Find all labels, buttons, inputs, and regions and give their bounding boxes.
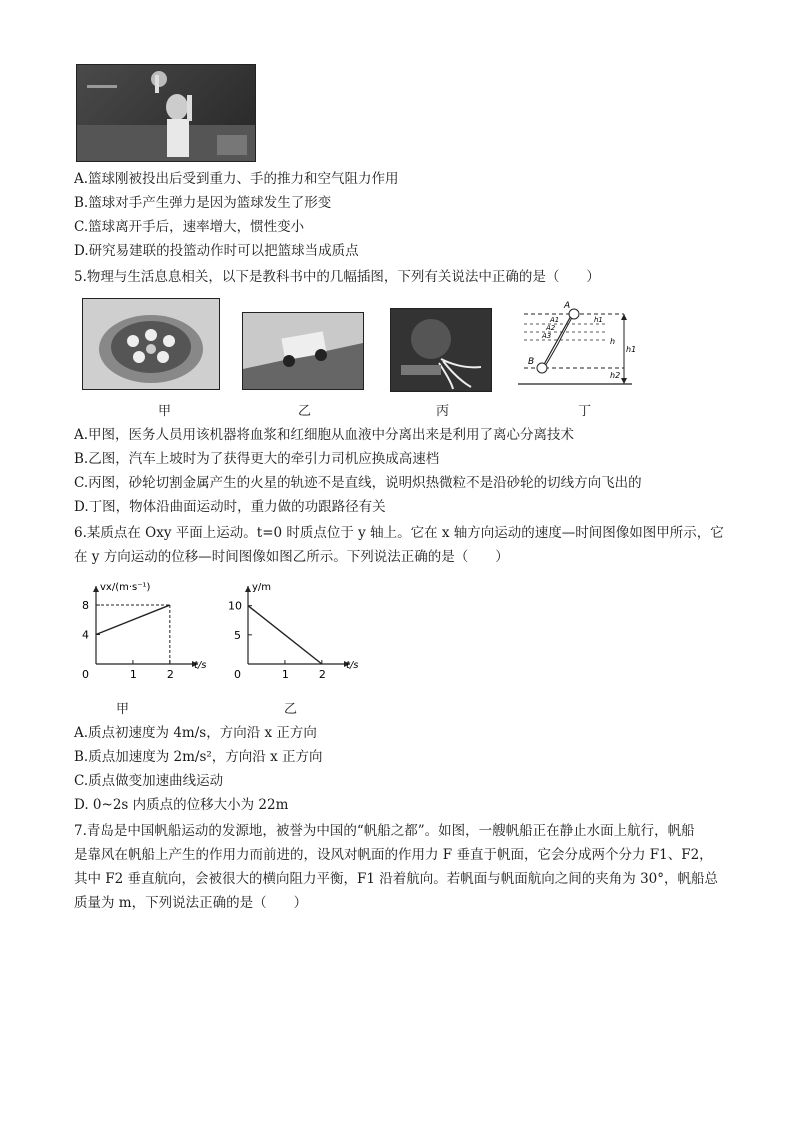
- basketball-photo: [76, 64, 256, 162]
- q6-option-b: B.质点加速度为 2m/s²，方向沿 x 正方向: [74, 749, 323, 765]
- label-a3: A3: [542, 332, 552, 340]
- origin-label: 0: [82, 668, 89, 681]
- x-tick-label: 2: [318, 668, 326, 681]
- y-axis-arrow-icon: [93, 586, 99, 592]
- q6-option-d: D. 0~2s 内质点的位移大小为 22m: [74, 797, 289, 813]
- q5-option-a: A.甲图，医务人员用该机器将血浆和红细胞从血液中分离出来是利用了离心分离技术: [74, 427, 575, 443]
- label-a: A: [564, 301, 571, 311]
- basketball-player-image: [77, 65, 255, 161]
- q6-caption-yi: 乙: [284, 702, 298, 717]
- label-h-upper: h1: [594, 316, 603, 324]
- q5-caption-bing: 丙: [436, 404, 450, 419]
- q4-option-c: C.篮球离开手后，速率增大，惯性变小: [74, 219, 305, 235]
- q6-option-a: A.质点初速度为 4m/s，方向沿 x 正方向: [74, 725, 317, 741]
- ball-a-icon: [569, 309, 579, 319]
- q5-option-c: C.丙图，砂轮切割金属产生的火星的轨迹不是直线，说明炽热微粒不是沿砂轮的切线方向飞出的: [74, 475, 642, 491]
- q7-line3: 其中 F2 垂直航向，会被很大的横向阻力平衡，F1 沿着航向。若帆面与帆面航向之间的夹角为 30°，帆船总: [74, 871, 719, 887]
- q5-option-b: B.乙图，汽车上坡时为了获得更大的牵引力司机应换成高速档: [74, 451, 440, 467]
- q4-option-d: D.研究易建联的投篮动作时可以把篮球当成质点: [74, 243, 359, 259]
- q6-caption-jia: 甲: [116, 702, 130, 717]
- label-b: B: [528, 357, 535, 367]
- data-line: [96, 605, 170, 634]
- q5-caption-jia: 甲: [158, 404, 172, 419]
- q5-figure-jia: [82, 298, 220, 390]
- q5-stem: 5.物理与生活息息相关，以下是教科书中的几幅插图，下列有关说法中正确的是（ ）: [74, 269, 600, 285]
- q5-caption-ding: 丁: [578, 404, 592, 419]
- q5-figure-bing: [390, 308, 492, 392]
- q4-option-a: A.篮球刚被投出后受到重力、手的推力和空气阻力作用: [74, 171, 399, 187]
- q6-stem-line2: 在 y 方向运动的位移—时间图像如图乙所示。下列说法正确的是（ ）: [74, 549, 509, 565]
- q6-chart-yi: [222, 580, 362, 682]
- q4-option-b: B.篮球对手产生弹力是因为篮球发生了形变: [74, 195, 332, 211]
- label-a1: A1: [550, 316, 560, 324]
- label-h: h: [610, 337, 616, 346]
- q7-line1: 7.青岛是中国帆船运动的发源地，被誉为中国的“帆船之都”。如图，一艘帆船正在静止水面上航行，帆船: [74, 823, 695, 839]
- q5-option-d: D.丁图，物体沿曲面运动时，重力做的功跟路径有关: [74, 499, 386, 515]
- y-tick-label: 5: [234, 628, 241, 642]
- data-line: [248, 606, 322, 664]
- origin-label: 0: [234, 668, 241, 681]
- q5-figure-ding: [516, 298, 636, 390]
- grinding-sparks-image: [391, 309, 491, 391]
- y-axis-label: vx/(m·s⁻¹): [100, 582, 151, 593]
- x-axis-label: t/s: [346, 660, 359, 671]
- q5-caption-yi: 乙: [298, 404, 312, 419]
- q6-chart-jia: [70, 580, 210, 682]
- y-axis-arrow-icon: [245, 586, 251, 592]
- q5-figure-yi: [242, 312, 364, 390]
- label-a2: A2: [546, 324, 556, 332]
- label-h1: h1: [626, 345, 636, 354]
- y-axis-label: y/m: [252, 582, 272, 593]
- q7-line2: 是靠风在帆船上产生的作用力而前进的，设风对帆面的作用力 F 垂直于帆面，它会分成两个分力 F1、F2，: [74, 847, 713, 863]
- q6-option-c: C.质点做变加速曲线运动: [74, 773, 224, 789]
- y-tick-label: 10: [228, 599, 242, 613]
- car-uphill-image: [243, 313, 363, 389]
- x-tick-label: 2: [166, 668, 174, 681]
- label-h2: h2: [610, 371, 621, 380]
- centrifuge-image: [83, 299, 219, 389]
- y-tick-label: 8: [82, 599, 89, 613]
- x-tick-label: 1: [281, 668, 289, 681]
- q7-line4: 质量为 m，下列说法正确的是（ ）: [74, 895, 308, 911]
- x-axis-label: t/s: [194, 660, 207, 671]
- q6-stem-line1: 6.某质点在 Oxy 平面上运动。t=0 时质点位于 y 轴上。它在 x 轴方向运动的速度—时间图像如图甲所示，它: [74, 525, 724, 541]
- x-tick-label: 1: [129, 668, 137, 681]
- ball-b-icon: [537, 363, 547, 373]
- y-tick-label: 4: [82, 628, 89, 642]
